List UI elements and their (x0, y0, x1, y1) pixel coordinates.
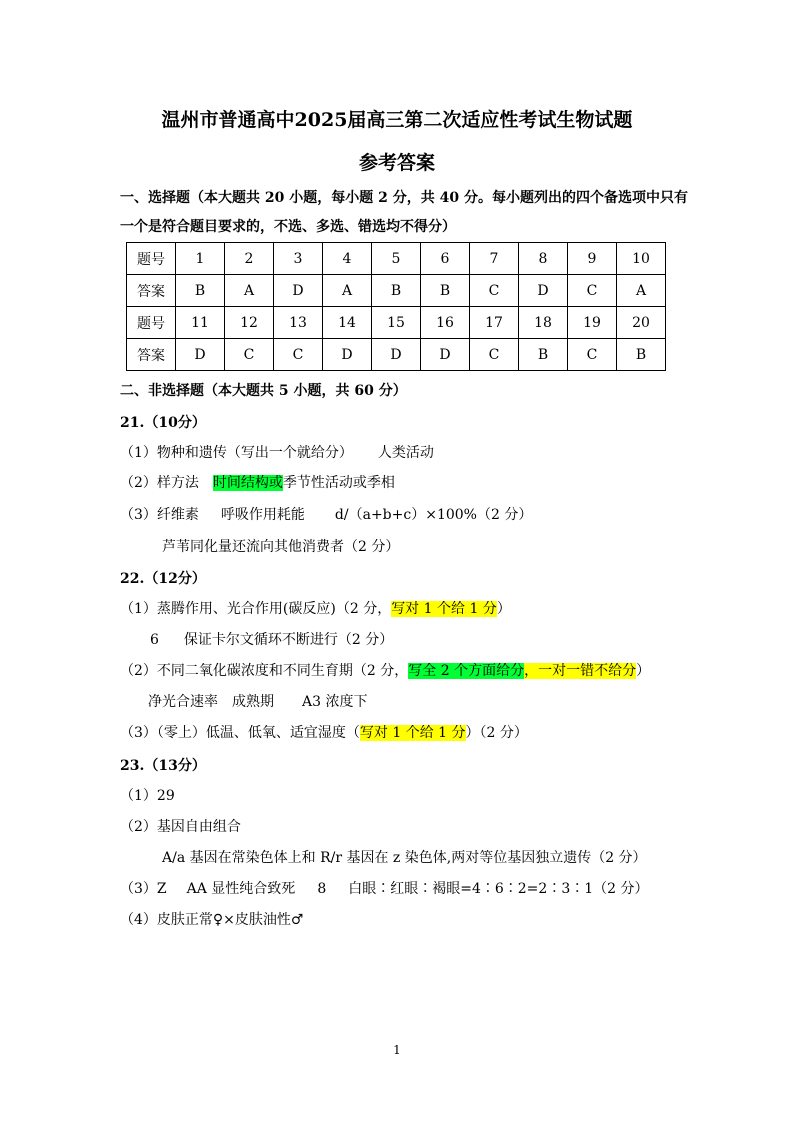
q22-line4-part-b: 成熟期 (232, 694, 274, 710)
table-cell: C (470, 339, 519, 371)
table-cell: B (519, 339, 568, 371)
table-cell: 17 (470, 307, 519, 339)
table-cell: D (519, 275, 568, 307)
table-cell: C (225, 339, 274, 371)
q22-line5-highlight: 写对 1 个给 1 分 (359, 725, 466, 741)
table-cell: D (323, 339, 372, 371)
table-cell: D (372, 339, 421, 371)
q21-heading: 21.（10分） (120, 415, 206, 431)
q22-line3-highlight-yellow: ，一对一错不给分 (524, 663, 637, 679)
table-row (127, 243, 666, 275)
table-cell: 8 (519, 243, 568, 275)
q23-line4-part-b: AA 显性纯合致死 (186, 881, 296, 897)
table-cell: B (617, 339, 666, 371)
q23-line3: A/a 基因在常染色体上和 R/r 基因在 z 染色体,两对等位基因独立遗传（2 分） (162, 850, 647, 866)
q22-line2-part-a: 6 (150, 632, 159, 648)
q21-line2-part-b: 季节性活动或季相 (282, 475, 395, 491)
q21-line3-part-a: （3）纤维素 (120, 507, 199, 523)
q22-line3-part-b: ） (636, 663, 651, 679)
table-row (127, 307, 666, 339)
q22-heading: 22.（12分） (120, 571, 206, 587)
table-cell: D (274, 275, 323, 307)
table-cell: 6 (421, 243, 470, 275)
q21-line1-part-a: （1）物种和遗传（写出一个就给分） (120, 445, 353, 461)
q21-line2 (120, 473, 395, 493)
table-cell: 12 (225, 307, 274, 339)
table-row (127, 339, 666, 371)
table-cell: A (323, 275, 372, 307)
q22-line1-highlight: 写对 1 个给 1 分 (391, 601, 497, 617)
q23-line4-part-a: （3）Z (120, 881, 167, 897)
q21-line2-highlight: 时间结构或 (212, 475, 283, 491)
table-cell: C (568, 339, 617, 371)
table-cell: 19 (568, 307, 617, 339)
table-cell: 13 (274, 307, 323, 339)
q21-line3-part-b: 呼吸作用耗能 (220, 507, 305, 523)
q21-line1-part-b: 人类活动 (377, 445, 434, 461)
table-cell: B (176, 275, 225, 307)
q22-line3-highlight-green: 写全 2 个方面给分 (408, 663, 525, 679)
q22-line4 (148, 692, 367, 712)
table-cell: 1 (176, 243, 225, 275)
table-cell: 16 (421, 307, 470, 339)
table-cell: 18 (519, 307, 568, 339)
q21-line3-part-c: d/（a+b+c）×100%（2 分） (334, 507, 533, 523)
q23-line4-part-d: 白眼∶红眼∶褐眼=4∶6∶2=2∶3∶1（2 分） (348, 881, 649, 897)
q22-line2 (150, 630, 393, 650)
q22-line2-part-b: 保证卡尔文循环不断进行（2 分） (183, 632, 394, 648)
table-cell: 4 (323, 243, 372, 275)
q23-line2: （2）基因自由组合 (120, 819, 241, 835)
q22-line5-part-a: （3）（零上）低温、低氧、适宜湿度（ (120, 725, 360, 741)
q21-line4: 芦苇同化量还流向其他消费者（2 分） (162, 539, 400, 555)
document-title: 温州市普通高中2025届高三第二次适应性考试生物试题 (161, 109, 633, 131)
q21-line3 (120, 505, 532, 525)
q23-line1: （1）29 (120, 788, 175, 804)
table-row (127, 275, 666, 307)
table-row-header-cell: 题号 (127, 307, 176, 339)
table-row-header-cell: 题号 (127, 243, 176, 275)
answer-table (126, 242, 666, 371)
section1-heading-line2: 一个是符合题目要求的，不选、多选、错选均不得分） (120, 219, 456, 235)
section2-heading: 二、非选择题（本大题共 5 小题，共 60 分） (120, 383, 407, 399)
table-cell: 14 (323, 307, 372, 339)
q22-line3 (120, 661, 650, 681)
q23-line4 (120, 879, 649, 899)
table-row-header-cell: 答案 (127, 339, 176, 371)
table-cell: A (225, 275, 274, 307)
table-cell: 20 (617, 307, 666, 339)
q22-line1-part-b: ） (496, 601, 511, 617)
q23-heading: 23.（13分） (120, 758, 206, 774)
table-cell: D (421, 339, 470, 371)
q21-line1 (120, 443, 434, 463)
table-cell: B (421, 275, 470, 307)
table-cell: 2 (225, 243, 274, 275)
q22-line4-part-c: A3 浓度下 (302, 694, 368, 710)
table-cell: C (568, 275, 617, 307)
table-cell: 5 (372, 243, 421, 275)
q22-line3-part-a: （2）不同二氧化碳浓度和不同生育期（2 分， (120, 663, 409, 679)
q23-line5: （4）皮肤正常♀×皮肤油性♂ (120, 912, 304, 928)
table-cell: 15 (372, 307, 421, 339)
q22-line5 (120, 723, 528, 743)
table-cell: C (274, 339, 323, 371)
table-cell: C (470, 275, 519, 307)
q21-line2-part-a: （2）样方法 (120, 475, 199, 491)
section1-heading-line1: 一、选择题（本大题共 20 小题，每小题 2 分，共 40 分。每小题列出的四个备选项中只有 (120, 190, 688, 206)
q22-line4-part-a: 净光合速率 (148, 694, 218, 710)
table-cell: D (176, 339, 225, 371)
table-cell: 9 (568, 243, 617, 275)
document-subtitle: 参考答案 (358, 152, 435, 174)
table-cell: 11 (176, 307, 225, 339)
q22-line1 (120, 599, 511, 619)
q22-line1-part-a: （1）蒸腾作用、光合作用(碳反应)（2 分， (120, 601, 392, 617)
table-cell: 3 (274, 243, 323, 275)
table-cell: A (617, 275, 666, 307)
page-number: 1 (393, 1043, 401, 1057)
table-cell: 10 (617, 243, 666, 275)
table-cell: B (372, 275, 421, 307)
q23-line4-part-c: 8 (317, 881, 327, 897)
table-cell: 7 (470, 243, 519, 275)
q22-line5-part-b: ）（2 分） (465, 725, 528, 741)
table-row-header-cell: 答案 (127, 275, 176, 307)
